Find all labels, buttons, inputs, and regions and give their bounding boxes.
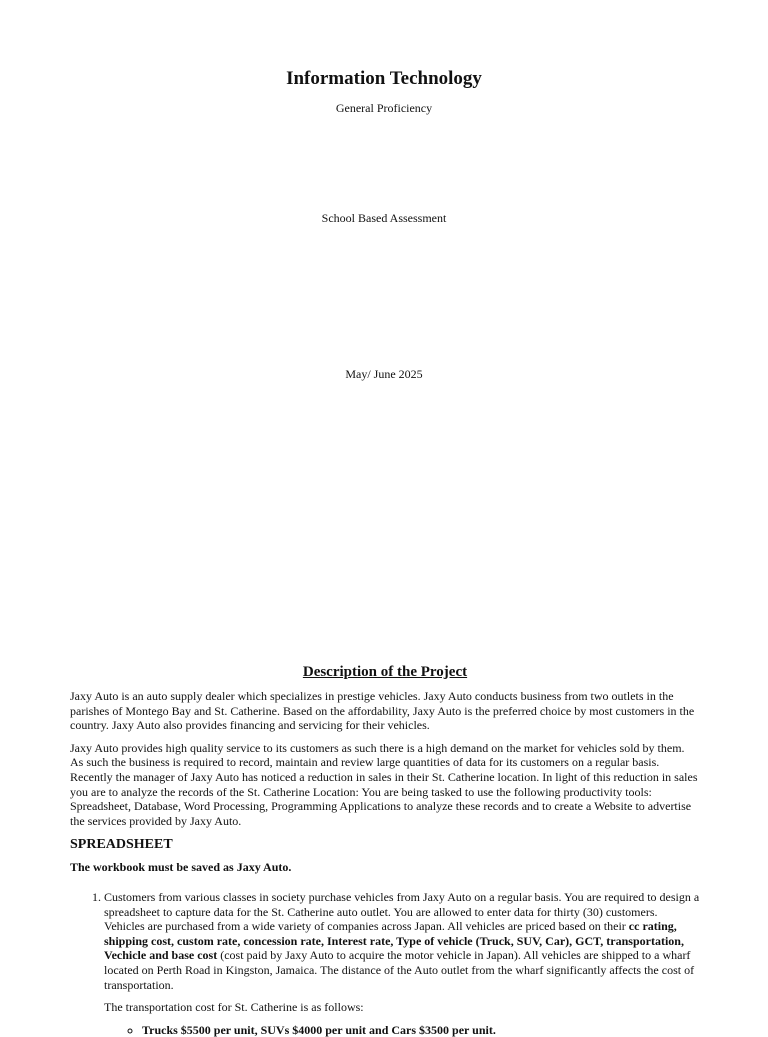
transport-cost-list xyxy=(104,1023,700,1037)
description-paragraph-1: Jaxy Auto is an auto supply dealer which specializes in prestige vehicles. Jaxy Auto conducts business from two outlets in the parishes of Montego Bay and St. Catherine. Based on the affordability, Jaxy Auto is the preferred choice by most customers in the country. Jaxy Auto also provides financing and servicing for their vehicles. xyxy=(70,689,695,733)
workbook-save-note: The workbook must be saved as Jaxy Auto. xyxy=(70,860,292,875)
document-body xyxy=(70,663,700,1037)
document-title: Information Technology xyxy=(286,68,482,89)
spreadsheet-heading: SPREADSHEET xyxy=(70,837,173,853)
task-1-paragraph xyxy=(104,890,700,992)
transport-cost-item: ◦ Trucks $5500 per unit, SUVs $4000 per unit and Cars $3500 per unit. xyxy=(142,1023,700,1037)
transport-intro: The transportation cost for St. Catherine is as follows: xyxy=(104,1000,364,1015)
task-1-text-b: (cost paid by Jaxy Auto to acquire the motor vehicle in Japan). All vehicles are shipped to a wharf located on Perth Road in Kingston, Jamaica. The distance of the Auto outlet from the wharf significantly affects the cost of transportation. xyxy=(104,948,695,992)
task-item-1 xyxy=(104,890,700,1037)
exam-date: May/ June 2025 xyxy=(345,367,423,381)
task-1-pricing-factors: cc rating, shipping cost, custom rate, concession rate, Interest rate, Type of vehicle (Truck, SUV, Car), GCT, transportation, Vechicle and base cost xyxy=(104,919,684,963)
task-list xyxy=(70,890,700,1037)
document-subtitle: General Proficiency xyxy=(335,101,433,115)
assessment-label: School Based Assessment xyxy=(321,211,447,225)
task-1-text-a: Customers from various classes in society purchase vehicles from Jaxy Auto on a regular basis. You are required to design a spreadsheet to capture data for the St. Catherine auto outlet. You are allowed to enter data for thirty (30) customers. Vehicles are purchased from a wide variety of companies across Japan. All vehicles are priced based on their xyxy=(104,889,700,934)
description-paragraph-2: Jaxy Auto provides high quality service to its customers as such there is a high demand on the market for vehicles sold by them. As such the business is required to record, maintain and review large quantities of data for its customers on a regular basis. Recently the manager of Jaxy Auto has noticed a reduction in sales in their St. Catherine location. In light of this reduction in sales you are to analyze the records of the St. Catherine Location: You are being tasked to use the following productivity tools: Spreadsheet, Database, Word Processing, Programming Applications to analyze these records and to create a Website to advertise the services provided by Jaxy Auto. xyxy=(70,740,698,828)
description-heading: Description of the Project xyxy=(302,664,468,680)
